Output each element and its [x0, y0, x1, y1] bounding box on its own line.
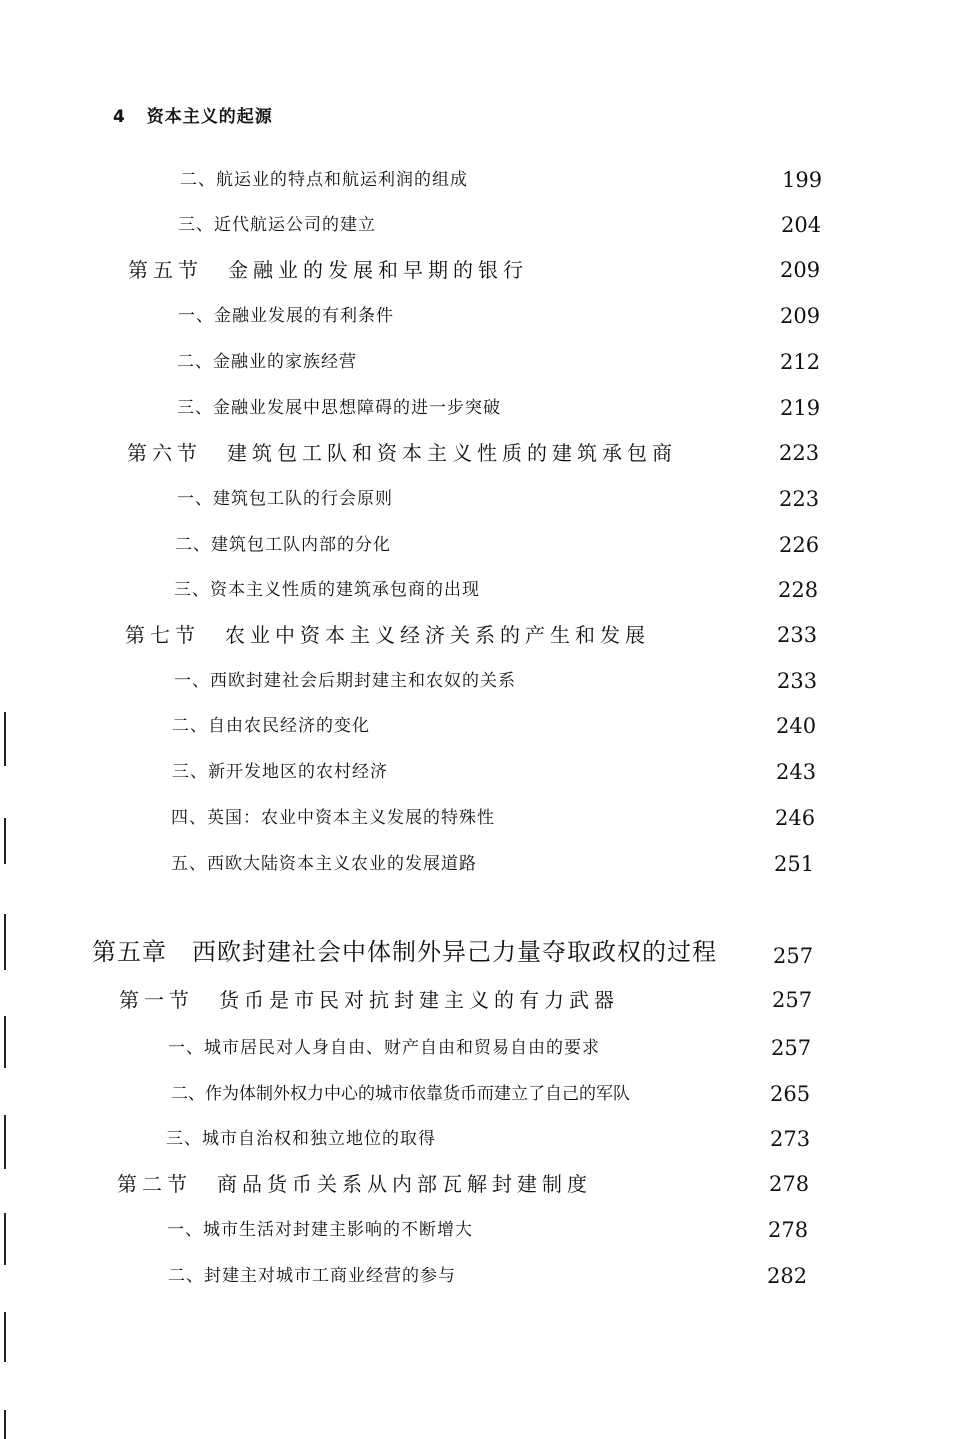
toc-entry	[0, 575, 959, 615]
toc-entry-page: 243	[776, 760, 817, 784]
toc-entry-title: 一、金融业发展的有利条件	[178, 306, 394, 326]
toc-entry	[0, 620, 959, 660]
toc-entry-title: 四、英国：农业中资本主义发展的特殊性	[171, 808, 495, 828]
toc-entry-title: 第六节 建筑包工队和资本主义性质的建筑承包商	[127, 441, 677, 465]
toc-entry-page: 199	[782, 168, 823, 192]
toc-entry	[0, 666, 959, 706]
toc-entry-title: 三、城市自治权和独立地位的取得	[166, 1129, 436, 1149]
toc-entry-title: 三、资本主义性质的建筑承包商的出现	[174, 580, 480, 600]
toc-entry-page: 228	[778, 578, 819, 602]
toc-entry-page: 223	[779, 441, 820, 465]
toc-entry	[0, 530, 959, 570]
toc-entry-page: 219	[780, 396, 821, 420]
toc-entry-title: 二、自由农民经济的变化	[172, 716, 370, 736]
toc-entry	[0, 393, 959, 433]
toc-entry-page: 226	[779, 533, 820, 557]
toc-entry	[0, 301, 959, 341]
toc-entry-page: 278	[768, 1218, 809, 1242]
toc-entry-page: 251	[774, 852, 815, 876]
toc-entry	[0, 165, 959, 205]
toc-entry-page: 209	[780, 258, 821, 282]
scan-margin-mark	[4, 914, 6, 970]
toc-entry	[0, 1124, 959, 1164]
toc-entry-title: 三、近代航运公司的建立	[178, 215, 376, 235]
toc-entry	[0, 937, 959, 977]
toc-entry-title: 第二节 商品货币关系从内部瓦解封建制度	[117, 1172, 592, 1196]
toc-entry-title: 第五章 西欧封建社会中体制外异己力量夺取政权的过程	[92, 938, 717, 966]
scan-margin-mark	[4, 1016, 6, 1068]
scan-margin-mark	[4, 1410, 6, 1439]
toc-entry-page: 257	[771, 1036, 812, 1060]
toc-entry-page: 257	[773, 944, 814, 968]
toc-entry-title: 一、西欧封建社会后期封建主和农奴的关系	[174, 671, 516, 691]
toc-entry-title: 二、航运业的特点和航运利润的组成	[180, 170, 468, 190]
toc-entry	[0, 849, 959, 889]
toc-entry-page: 240	[776, 714, 817, 738]
toc-entry-title: 二、建筑包工队内部的分化	[175, 535, 391, 555]
page-number: 4	[113, 107, 126, 127]
toc-entry-page: 265	[770, 1082, 811, 1106]
toc-entry	[0, 438, 959, 478]
toc-entry	[0, 1169, 959, 1209]
toc-entry-page: 246	[775, 806, 816, 830]
toc-entry-page: 204	[781, 213, 822, 237]
toc-entry-title: 一、城市居民对人身自由、财产自由和贸易自由的要求	[168, 1038, 600, 1058]
toc-entry-title: 二、金融业的家族经营	[177, 352, 357, 372]
toc-entry-page: 233	[777, 669, 818, 693]
toc-entry-page: 223	[779, 487, 820, 511]
toc-entry	[0, 757, 959, 797]
toc-entry-page: 273	[770, 1127, 811, 1151]
toc-entry-title: 二、封建主对城市工商业经营的参与	[168, 1266, 456, 1286]
running-header	[113, 102, 273, 127]
scan-margin-mark	[4, 1213, 6, 1265]
toc-entry	[0, 1215, 959, 1255]
toc-entry-page: 257	[772, 988, 813, 1012]
scan-margin-mark	[4, 1312, 6, 1362]
toc-entry-title: 三、新开发地区的农村经济	[172, 762, 388, 782]
toc-entry	[0, 484, 959, 524]
toc-entry-title: 三、金融业发展中思想障碍的进一步突破	[177, 398, 501, 418]
toc-entry-page: 278	[769, 1172, 810, 1196]
toc-entry-title: 一、城市生活对封建主影响的不断增大	[167, 1220, 473, 1240]
toc-entry-title: 第一节 货币是市民对抗封建主义的有力武器	[119, 988, 619, 1012]
toc-entry-title: 二、作为体制外权力中心的城市依靠货币而建立了自己的军队	[171, 1084, 630, 1104]
toc-entry-title: 一、建筑包工队的行会原则	[177, 489, 393, 509]
toc-entry	[0, 255, 959, 295]
toc-entry-page: 209	[780, 304, 821, 328]
toc-entry	[0, 711, 959, 751]
toc-entry	[0, 1079, 959, 1119]
toc-entry-page: 212	[780, 350, 821, 374]
toc-entry-title: 五、西欧大陆资本主义农业的发展道路	[171, 854, 477, 874]
scan-margin-mark	[4, 712, 6, 766]
toc-entry-title: 第五节 金融业的发展和早期的银行	[128, 258, 528, 282]
toc-entry	[0, 803, 959, 843]
book-title: 资本主义的起源	[146, 107, 273, 127]
toc-entry	[0, 347, 959, 387]
toc-entry-title: 第七节 农业中资本主义经济关系的产生和发展	[125, 623, 650, 647]
toc-entry	[0, 1033, 959, 1073]
toc-entry	[0, 985, 959, 1025]
toc-entry	[0, 1261, 959, 1301]
scan-margin-mark	[4, 818, 6, 864]
toc-entry-page: 282	[767, 1264, 808, 1288]
toc-entry-page: 233	[777, 623, 818, 647]
toc-entry	[0, 210, 959, 250]
scan-margin-mark	[4, 1115, 6, 1169]
